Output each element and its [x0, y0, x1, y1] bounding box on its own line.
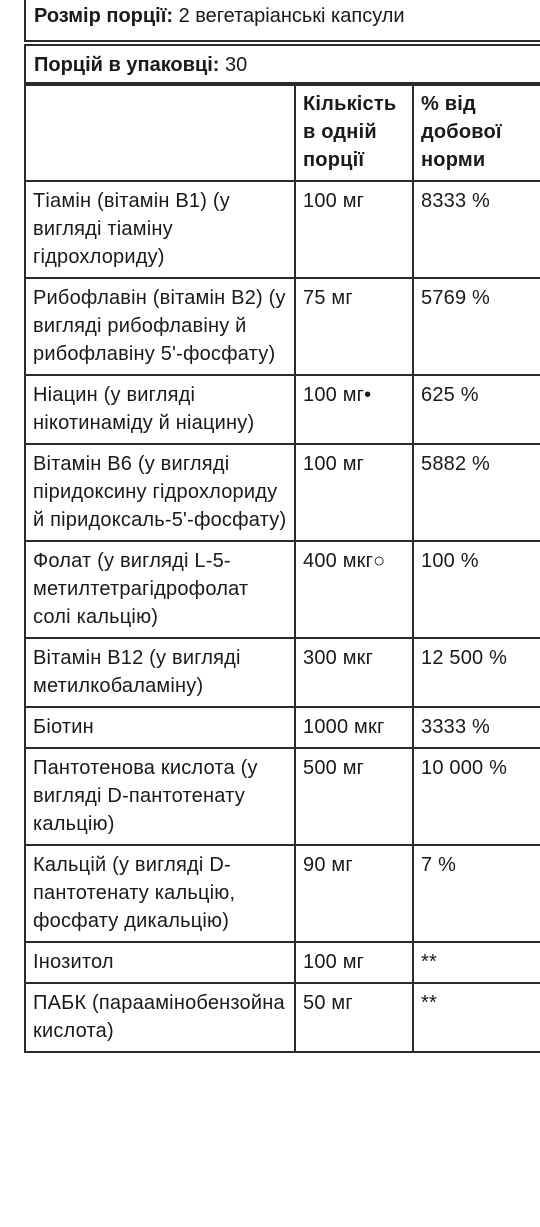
- ingredient-daily-value: 625 %: [413, 375, 540, 444]
- ingredient-name: ПАБК (параамінобензойна кислота): [25, 983, 295, 1052]
- table-row: [25, 748, 540, 845]
- ingredient-amount: 100 мг•: [295, 375, 413, 444]
- ingredient-name: Фолат (у вигляді L-5-метилтетрагідрофолат солі кальцію): [25, 541, 295, 638]
- serving-size-label: Розмір порції:: [34, 5, 174, 27]
- ingredient-name: Пантотенова кислота (у вигляді D-пантотенату кальцію): [25, 748, 295, 845]
- ingredient-name: Тіамін (вітамін B1) (у вигляді тіаміну гідрохлориду): [25, 181, 295, 278]
- ingredient-daily-value: 12 500 %: [413, 638, 540, 707]
- table-row: [25, 181, 540, 278]
- ingredient-daily-value: 5882 %: [413, 444, 540, 541]
- ingredient-name: Вітамін B6 (у вигляді піридоксину гідрохлориду й піридоксаль-5'-фосфату): [25, 444, 295, 541]
- table-row: [25, 707, 540, 748]
- table-row: [25, 375, 540, 444]
- table-row: [25, 942, 540, 983]
- ingredient-amount: 75 мг: [295, 278, 413, 375]
- ingredient-daily-value: 100 %: [413, 541, 540, 638]
- ingredient-amount: 90 мг: [295, 845, 413, 942]
- ingredient-name: Інозитол: [25, 942, 295, 983]
- serving-size-value: 2 вегетаріанські капсули: [178, 5, 405, 27]
- table-header-row: [25, 85, 540, 181]
- ingredient-amount: 100 мг: [295, 942, 413, 983]
- table-row: [25, 845, 540, 942]
- ingredient-name: Рибофлавін (вітамін B2) (у вигляді рибофлавіну й рибофлавіну 5'-фосфату): [25, 278, 295, 375]
- ingredient-daily-value: 5769 %: [413, 278, 540, 375]
- table-row: [25, 444, 540, 541]
- ingredient-daily-value: 7 %: [413, 845, 540, 942]
- ingredient-name: Біотин: [25, 707, 295, 748]
- ingredient-daily-value: 3333 %: [413, 707, 540, 748]
- serving-size-row: [24, 0, 540, 42]
- servings-per-container-value: 30: [225, 54, 248, 76]
- ingredient-amount: 100 мг: [295, 444, 413, 541]
- ingredient-daily-value: 8333 %: [413, 181, 540, 278]
- ingredient-amount: 400 мкг○: [295, 541, 413, 638]
- table-row: [25, 541, 540, 638]
- nutrition-table: [24, 84, 540, 1053]
- table-row: [25, 278, 540, 375]
- header-amount: Кількість в одній порції: [295, 85, 413, 181]
- ingredient-daily-value: **: [413, 983, 540, 1052]
- ingredient-daily-value: **: [413, 942, 540, 983]
- servings-per-container-row: [24, 44, 540, 84]
- ingredient-amount: 50 мг: [295, 983, 413, 1052]
- ingredient-daily-value: 10 000 %: [413, 748, 540, 845]
- ingredient-amount: 300 мкг: [295, 638, 413, 707]
- ingredient-name: Ніацин (у вигляді нікотинаміду й ніацину): [25, 375, 295, 444]
- table-row: [25, 983, 540, 1052]
- ingredient-amount: 1000 мкг: [295, 707, 413, 748]
- header-ingredient: [25, 85, 295, 181]
- ingredient-name: Кальцій (у вигляді D-пантотенату кальцію, фосфату дикальцію): [25, 845, 295, 942]
- ingredient-amount: 500 мг: [295, 748, 413, 845]
- table-row: [25, 638, 540, 707]
- header-daily-value: % від добової норми: [413, 85, 540, 181]
- ingredient-amount: 100 мг: [295, 181, 413, 278]
- ingredient-name: Вітамін B12 (у вигляді метилкобаламіну): [25, 638, 295, 707]
- servings-per-container-label: Порцій в упаковці:: [34, 54, 220, 76]
